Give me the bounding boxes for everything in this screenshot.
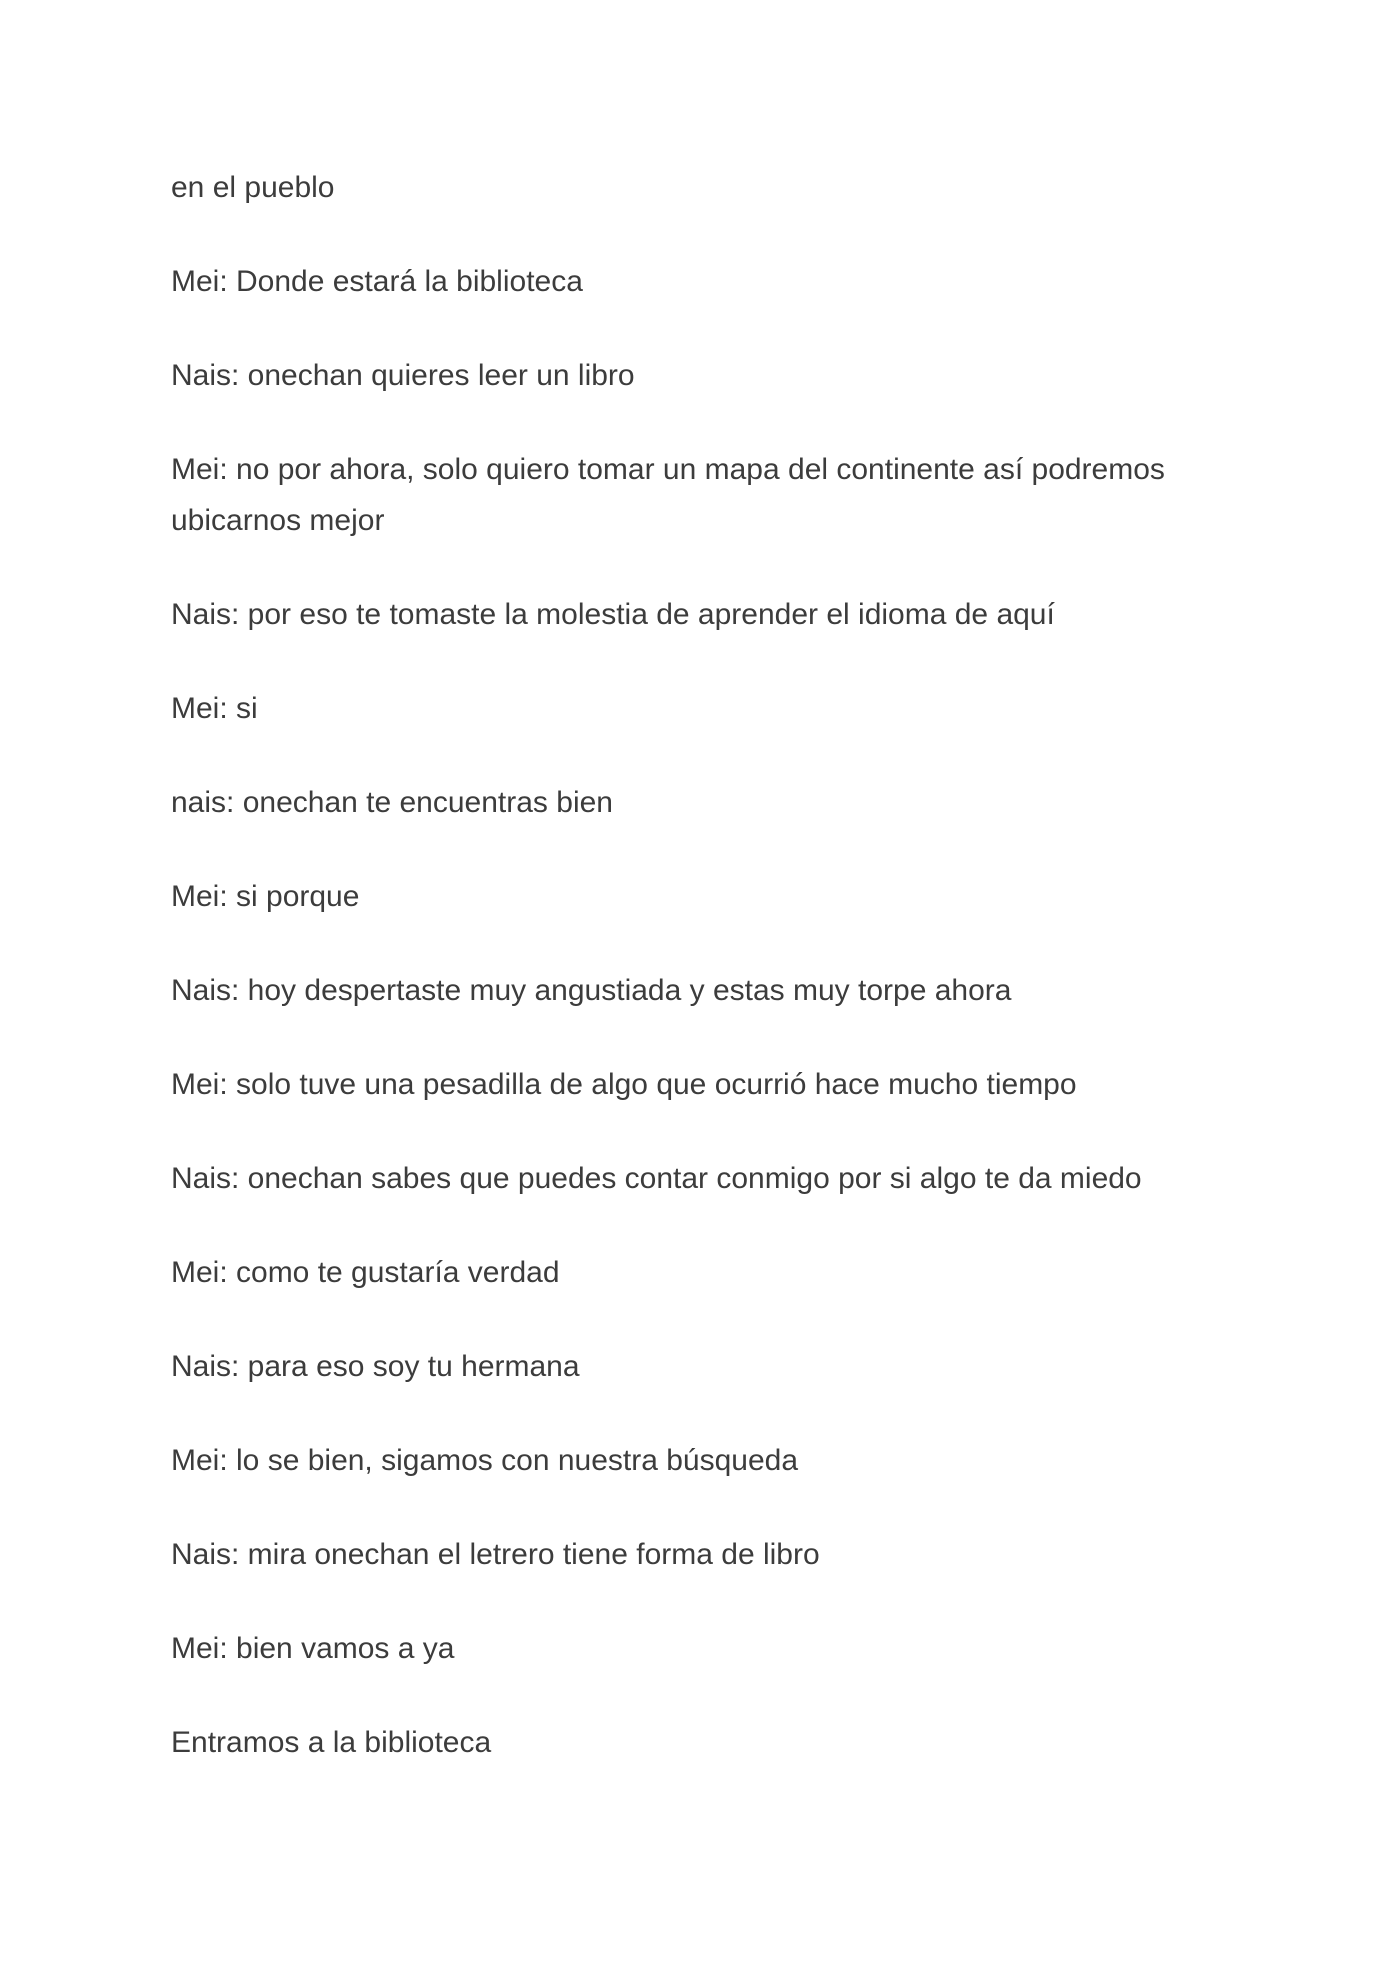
paragraph: Nais: para eso soy tu hermana (171, 1350, 580, 1383)
paragraph: Nais: por eso te tomaste la molestia de aprender el idioma de aquí (171, 598, 1055, 631)
paragraph: Nais: mira onechan el letrero tiene forma de libro (171, 1538, 820, 1571)
paragraph: Mei: lo se bien, sigamos con nuestra búsqueda (171, 1444, 799, 1477)
paragraph: Nais: onechan quieres leer un libro (171, 359, 635, 392)
paragraph: en el pueblo (171, 171, 335, 204)
paragraph: Mei: como te gustaría verdad (171, 1256, 560, 1289)
paragraph: Entramos a la biblioteca (171, 1726, 492, 1759)
paragraph: Mei: bien vamos a ya (171, 1632, 455, 1665)
paragraph: Mei: Donde estará la biblioteca (171, 265, 583, 298)
paragraph: Mei: si porque (171, 880, 360, 913)
paragraph: Nais: onechan sabes que puedes contar conmigo por si algo te da miedo (171, 1162, 1142, 1195)
paragraph: Mei: no por ahora, solo quiero tomar un mapa del continente así podremos ubicarnos mejor (171, 453, 1165, 537)
paragraph: nais: onechan te encuentras bien (171, 786, 613, 819)
paragraph: Nais: hoy despertaste muy angustiada y estas muy torpe ahora (171, 974, 1012, 1007)
paragraph: Mei: si (171, 692, 258, 725)
paragraph: Mei: solo tuve una pesadilla de algo que ocurrió hace mucho tiempo (171, 1068, 1077, 1101)
document-body (171, 162, 1271, 1811)
